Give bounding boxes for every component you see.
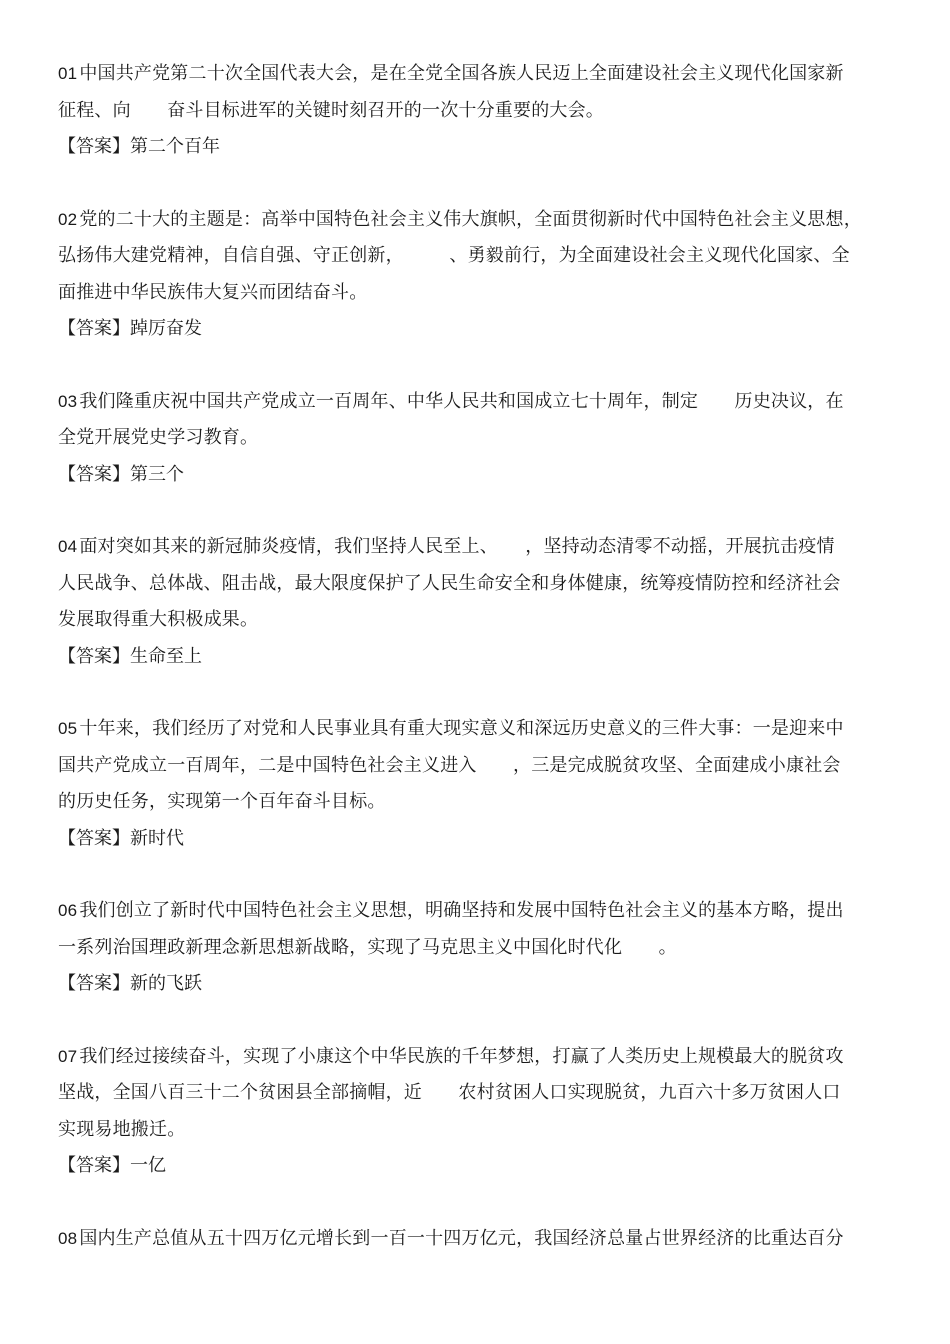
question-line: 05 十年来，我们经历了对党和人民事业具有重大现实意义和深远历史意义的三件大事：一是迎来中 <box>58 718 844 739</box>
question-line: 征程、向 奋斗目标进军的关键时刻召开的一次十分重要的大会。 <box>58 99 604 121</box>
question-07 <box>58 1039 908 1185</box>
answer-line: 【答案】生命至上 <box>58 645 202 667</box>
question-line: 06 我们创立了新时代中国特色社会主义思想，明确坚持和发展中国特色社会主义的基本方略，提出 <box>58 900 844 921</box>
answer-line: 【答案】一亿 <box>58 1155 166 1176</box>
question-line: 实现易地搬迁。 <box>58 1118 186 1140</box>
question-line: 04 面对突如其来的新冠肺炎疫情，我们坚持人民至上、 ，坚持动态清零不动摇，开展抗击疫情 <box>58 536 835 557</box>
question-line: 发展取得重大积极成果。 <box>58 609 259 630</box>
question-line: 一系列治国理政新理念新思想新战略，实现了马克思主义中国化时代化 。 <box>58 936 677 958</box>
question-line: 面推进中华民族伟大复兴而团结奋斗。 <box>58 281 368 303</box>
question-number: 02 <box>58 209 78 229</box>
question-number: 03 <box>58 391 78 411</box>
question-number: 04 <box>58 537 78 556</box>
question-line: 07 我们经过接续奋斗，实现了小康这个中华民族的千年梦想，打赢了人类历史上规模最大的脱贫攻 <box>58 1045 844 1067</box>
answer-line: 【答案】第三个 <box>58 463 184 485</box>
question-number: 07 <box>58 1046 78 1066</box>
question-line: 全党开展党史学习教育。 <box>58 427 259 448</box>
question-line: 01 中国共产党第二十次全国代表大会，是在全党全国各族人民迈上全面建设社会主义现代化国家新 <box>58 63 844 84</box>
question-08 <box>58 1221 908 1258</box>
question-02 <box>58 202 908 348</box>
question-line: 03 我们隆重庆祝中国共产党成立一百周年、中华人民共和国成立七十周年，制定 历史决议，在 <box>58 390 844 412</box>
question-line: 坚战，全国八百三十二个贫困县全部摘帽，近 农村贫困人口实现脱贫，九百六十多万贫困人口 <box>58 1082 841 1103</box>
question-line: 08 国内生产总值从五十四万亿元增长到一百一十四万亿元，我国经济总量占世界经济的比重达百分 <box>58 1227 844 1249</box>
question-03 <box>58 384 908 494</box>
question-line: 人民战争、总体战、阻击战，最大限度保护了人民生命安全和身体健康，统筹疫情防控和经济社会 <box>58 572 841 594</box>
question-04 <box>58 529 908 675</box>
question-line: 的历史任务，实现第一个百年奋斗目标。 <box>58 791 386 812</box>
question-number: 06 <box>58 901 78 920</box>
question-06 <box>58 893 908 1003</box>
question-number: 08 <box>58 1228 78 1248</box>
answer-line: 【答案】踔厉奋发 <box>58 318 202 339</box>
question-line: 02 党的二十大的主题是：高举中国特色社会主义伟大旗帜，全面贯彻新时代中国特色社会主义思想， <box>58 208 862 230</box>
question-number: 05 <box>58 719 78 738</box>
question-05 <box>58 711 908 857</box>
question-number: 01 <box>58 64 78 83</box>
question-line: 国共产党成立一百周年，二是中国特色社会主义进入 ，三是完成脱贫攻坚、全面建成小康社会 <box>58 754 841 776</box>
document-page <box>58 56 908 1293</box>
answer-line: 【答案】新的飞跃 <box>58 973 202 994</box>
question-line: 弘扬伟大建党精神，自信自强、守正创新， 、勇毅前行，为全面建设社会主义现代化国家、全 <box>58 245 850 266</box>
question-01 <box>58 56 908 166</box>
answer-line: 【答案】第二个百年 <box>58 136 220 157</box>
answer-line: 【答案】新时代 <box>58 827 184 849</box>
